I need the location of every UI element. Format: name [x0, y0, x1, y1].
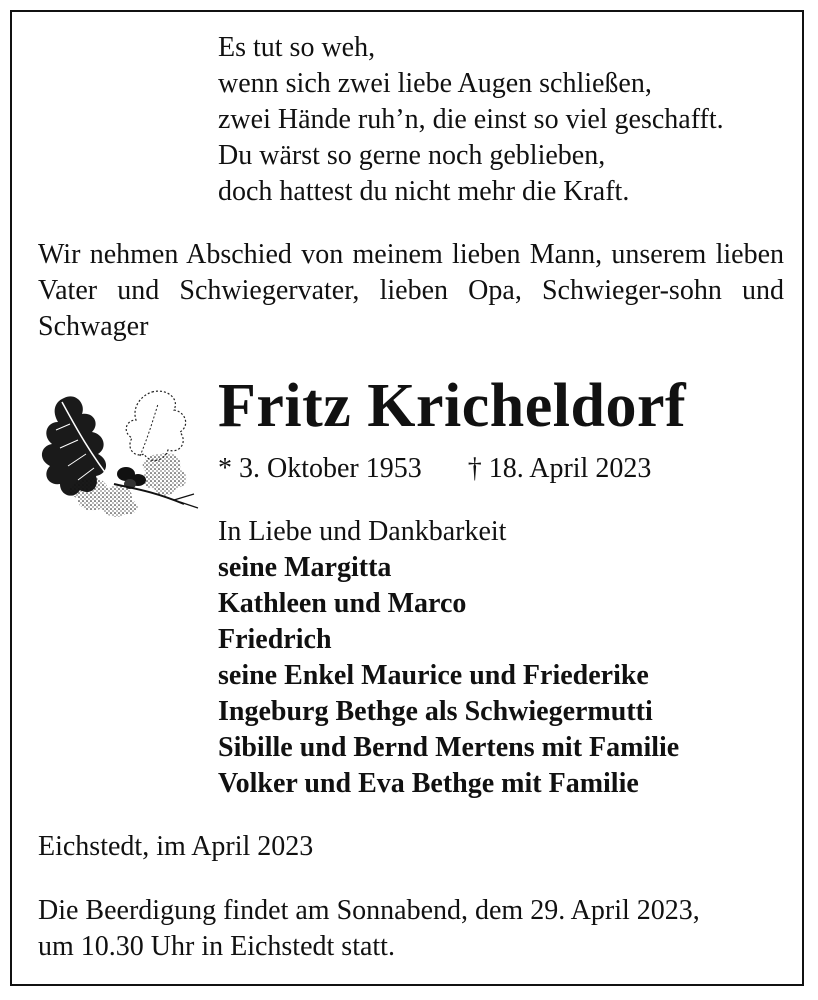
birth-date: * 3. Oktober 1953 [218, 453, 422, 484]
poem-line: doch hattest du nicht mehr die Kraft. [218, 176, 630, 207]
mourner-name: Volker und Eva Bethge mit Familie [218, 768, 639, 799]
mourners-lead: In Liebe und Dankbarkeit [218, 516, 507, 547]
memorial-poem [218, 30, 724, 210]
funeral-line: Die Beerdigung findet am Sonnabend, dem 29. April 2023, [38, 895, 700, 926]
poem-line: Du wärst so gerne noch geblieben, [218, 140, 606, 171]
place-and-date: Eichstedt, im April 2023 [38, 831, 314, 862]
oak-leaves-icon [34, 384, 204, 519]
mourner-name: Sibille und Bernd Mertens mit Familie [218, 732, 680, 763]
mourner-name: seine Margitta [218, 552, 392, 583]
deceased-name: Fritz Kricheldorf [218, 372, 687, 440]
death-date: † 18. April 2023 [467, 453, 652, 484]
poem-line: Es tut so weh, [218, 32, 376, 63]
mourners-list [218, 514, 679, 802]
funeral-notice [38, 893, 784, 965]
life-dates [218, 451, 651, 487]
mourner-name: Ingeburg Bethge als Schwiegermutti [218, 696, 653, 727]
funeral-line: um 10.30 Uhr in Eichstedt statt. [38, 931, 395, 962]
poem-line: wenn sich zwei liebe Augen schließen, [218, 68, 652, 99]
farewell-intro: Wir nehmen Abschied von meinem lieben Mann, unserem lieben Vater und Schwiegervater, lieben Opa, Schwieger-sohn und Schwager [38, 239, 784, 342]
poem-line: zwei Hände ruh’n, die einst so viel geschafft. [218, 104, 724, 135]
mourner-name: Kathleen und Marco [218, 588, 467, 619]
mourner-name: seine Enkel Maurice und Friederike [218, 660, 649, 691]
mourner-name: Friedrich [218, 624, 332, 655]
